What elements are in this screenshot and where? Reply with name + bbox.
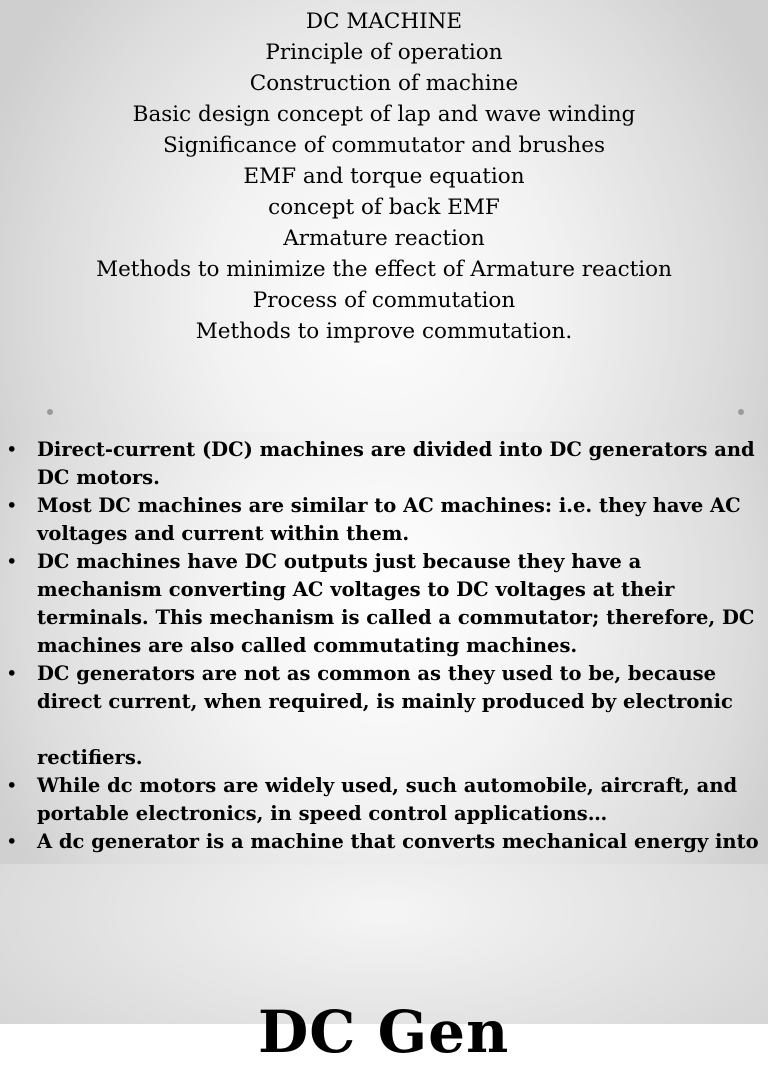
topic-item: Significance of commutator and brushes xyxy=(162,133,606,158)
bullet-item xyxy=(0,548,768,660)
topic-item: Principle of operation xyxy=(265,40,503,65)
bullet-item xyxy=(0,772,768,828)
bullet-icon: • xyxy=(6,550,18,573)
topic-item: Methods to minimize the effect of Armature reaction xyxy=(96,257,672,282)
bullet-list xyxy=(0,436,768,856)
decorative-dot-left xyxy=(47,409,53,415)
bullet-item xyxy=(0,492,768,548)
slide-1 xyxy=(0,0,768,432)
bullet-text: DC generators are not as common as they used to be, because direct current, when required, is mainly produced by electronic xyxy=(37,662,733,713)
decorative-dot-right xyxy=(738,409,744,415)
topic-item: concept of back EMF xyxy=(268,195,500,220)
topic-item: Methods to improve commutation. xyxy=(195,319,573,344)
slide-title: DC MACHINE xyxy=(305,9,463,34)
bullet-text: A dc generator is a machine that converts mechanical energy into xyxy=(37,830,759,853)
bullet-icon: • xyxy=(6,830,18,853)
topic-item: Armature reaction xyxy=(283,226,485,251)
bullet-icon: • xyxy=(6,774,18,797)
bullet-icon: • xyxy=(6,662,18,685)
slide-3-title: DC Gen xyxy=(258,998,510,1066)
bullet-item xyxy=(0,660,768,772)
slide-3 xyxy=(0,864,768,1066)
bullet-text: Direct-current (DC) machines are divided into DC generators and DC motors. xyxy=(37,438,755,489)
topic-item: Basic design concept of lap and wave winding xyxy=(132,102,636,127)
bullet-text: DC machines have DC outputs just because they have a mechanism converting AC voltages to DC voltages at their terminals. This mechanism is called a commutator; therefore, DC machines are also called commutating machines. xyxy=(37,550,755,657)
bullet-icon: • xyxy=(6,438,18,461)
slide-2 xyxy=(0,432,768,864)
bullet-text: While dc motors are widely used, such automobile, aircraft, and portable electronics, in speed control applications… xyxy=(37,774,738,825)
topic-list xyxy=(0,6,768,347)
bullet-item xyxy=(0,436,768,492)
topic-item: EMF and torque equation xyxy=(243,164,525,189)
topic-item: Process of commutation xyxy=(252,288,516,313)
bullet-text-continuation: rectifiers. xyxy=(37,746,143,769)
bullet-item xyxy=(0,828,768,856)
topic-item: Construction of machine xyxy=(249,71,519,96)
bullet-icon: • xyxy=(6,494,18,517)
bullet-text: Most DC machines are similar to AC machines: i.e. they have AC voltages and current within them. xyxy=(37,494,741,545)
